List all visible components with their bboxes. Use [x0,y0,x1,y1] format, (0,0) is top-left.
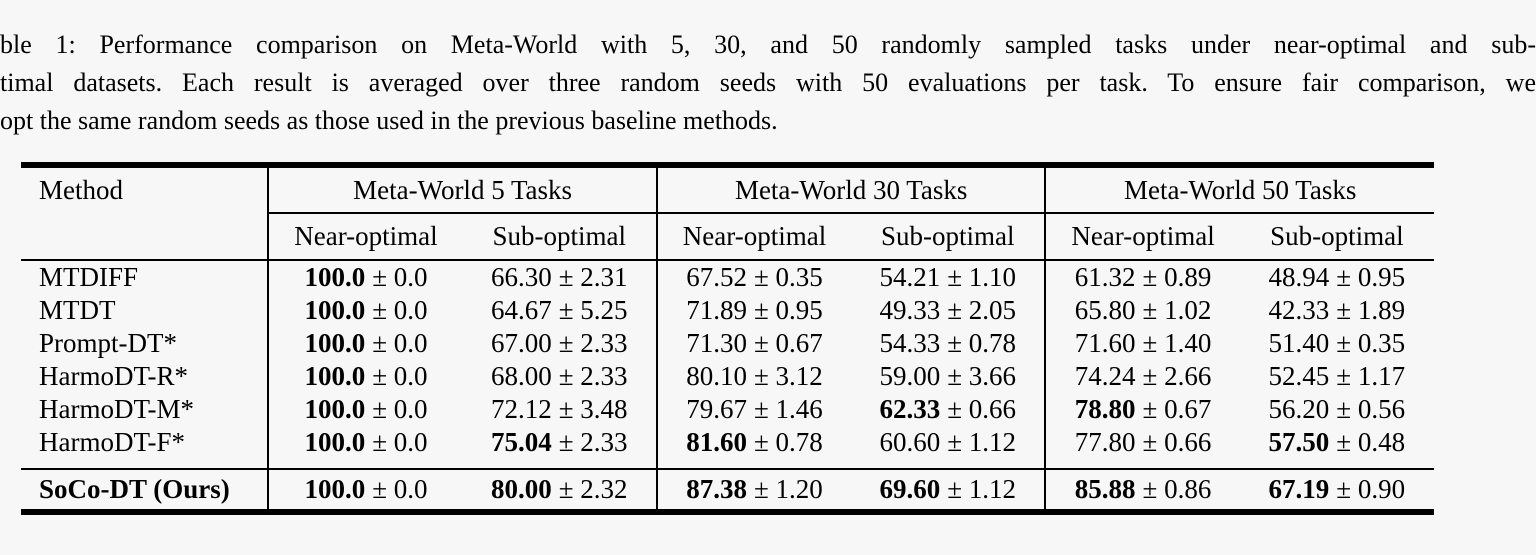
std-value: ± 2.31 [558,262,628,292]
result-cell [463,294,657,327]
mean-value: 85.88 [1074,474,1136,504]
mean-value: 80.10 [686,361,747,391]
result-cell [1045,327,1239,360]
std-value: ± 0.67 [753,328,823,358]
std-value: ± 1.40 [1142,328,1212,358]
caption-line-1: ble 1: Performance comparison on Meta-World with 5, 30, and 50 randomly sampled tasks under near-optimal and sub- [0,30,1536,59]
mean-value: 81.60 [686,427,747,457]
std-value: ± 2.66 [1142,361,1212,391]
std-value: ± 0.35 [753,262,823,292]
mean-value: 71.30 [686,328,747,358]
mean-value: 64.67 [490,295,552,325]
mean-value: 80.00 [490,474,552,504]
mean-value: 60.60 [879,427,941,457]
subheader-mw5-near: Near-optimal [268,213,462,260]
caption-line-2: timal datasets. Each result is averaged over three random seeds with 50 evaluations per task. To ensure fair comparison, we [0,68,1536,97]
result-cell [1045,426,1239,469]
mean-value: 75.04 [490,427,552,457]
result-cell [463,360,657,393]
std-value: ± 5.25 [558,295,628,325]
result-cell [851,360,1045,393]
table-row [21,426,1434,469]
std-value: ± 1.89 [1336,295,1406,325]
std-value: ± 0.0 [372,262,428,292]
table-row [21,260,1434,294]
mean-value: 100.0 [304,427,366,457]
result-cell [657,260,851,294]
mean-value: 74.24 [1074,361,1136,391]
std-value: ± 0.78 [753,427,823,457]
mean-value: 61.32 [1074,262,1136,292]
std-value: ± 2.32 [558,474,628,504]
mean-value: 66.30 [490,262,552,292]
std-value: ± 3.66 [947,361,1017,391]
subheader-mw30-sub: Sub-optimal [851,213,1045,260]
result-cell [657,294,851,327]
results-table [21,162,1434,515]
table-body-ours [21,469,1434,512]
mean-value: 100.0 [304,474,366,504]
std-value: ± 3.12 [753,361,823,391]
mean-value: 77.80 [1074,427,1136,457]
std-value: ± 0.86 [1142,474,1212,504]
table-row [21,294,1434,327]
subheader-mw5-sub: Sub-optimal [463,213,657,260]
std-value: ± 0.0 [372,394,428,424]
std-value: ± 2.33 [558,328,628,358]
std-value: ± 1.12 [947,474,1017,504]
mean-value: 69.60 [879,474,941,504]
result-cell [268,426,462,469]
mean-value: 54.21 [879,262,941,292]
result-cell [268,393,462,426]
table-caption [0,26,1536,140]
mean-value: 51.40 [1268,328,1330,358]
std-value: ± 0.78 [947,328,1017,358]
group-header-mw50: Meta-World 50 Tasks [1045,165,1434,213]
mean-value: 71.60 [1074,328,1136,358]
std-value: ± 0.0 [372,361,428,391]
result-cell [1240,294,1434,327]
result-cell [1240,469,1434,512]
result-cell [1045,260,1239,294]
result-cell [657,360,851,393]
std-value: ± 1.20 [753,474,823,504]
std-value: ± 0.56 [1336,394,1406,424]
result-cell [851,327,1045,360]
std-value: ± 0.0 [372,427,428,457]
table-header [21,165,1434,260]
result-cell [657,393,851,426]
result-cell [851,260,1045,294]
result-cell [851,294,1045,327]
std-value: ± 3.48 [558,394,628,424]
result-cell [1240,426,1434,469]
caption-line-3: opt the same random seeds as those used in the previous baseline methods. [0,106,778,135]
mean-value: 78.80 [1074,394,1136,424]
method-name: MTDIFF [39,262,139,292]
subheader-spacer [21,213,268,260]
mean-value: 65.80 [1074,295,1136,325]
table-body [21,260,1434,469]
result-cell [1045,393,1239,426]
mean-value: 59.00 [879,361,941,391]
method-name: MTDT [39,295,116,325]
std-value: ± 1.12 [947,427,1017,457]
subheader-mw30-near: Near-optimal [657,213,851,260]
mean-value: 57.50 [1268,427,1330,457]
result-cell [657,327,851,360]
std-value: ± 0.90 [1336,474,1406,504]
method-column-header: Method [39,175,123,205]
mean-value: 48.94 [1268,262,1330,292]
std-value: ± 2.05 [947,295,1017,325]
std-value: ± 1.17 [1336,361,1406,391]
result-cell [1045,294,1239,327]
table-row [21,327,1434,360]
std-value: ± 0.66 [947,394,1017,424]
subheader-mw50-sub: Sub-optimal [1240,213,1434,260]
result-cell [463,426,657,469]
result-cell [268,294,462,327]
result-cell [268,360,462,393]
std-value: ± 0.66 [1142,427,1212,457]
method-name: HarmoDT-M* [39,394,194,424]
result-cell [657,469,851,512]
std-value: ± 1.10 [947,262,1017,292]
mean-value: 54.33 [879,328,941,358]
result-cell [463,469,657,512]
mean-value: 71.89 [686,295,747,325]
result-cell [463,260,657,294]
result-cell [851,393,1045,426]
mean-value: 67.19 [1268,474,1330,504]
std-value: ± 0.0 [372,474,428,504]
mean-value: 100.0 [304,262,366,292]
mean-value: 72.12 [490,394,552,424]
mean-value: 68.00 [490,361,552,391]
table-row [21,469,1434,512]
mean-value: 87.38 [686,474,747,504]
std-value: ± 0.0 [372,328,428,358]
std-value: ± 0.0 [372,295,428,325]
std-value: ± 0.89 [1142,262,1212,292]
std-value: ± 1.46 [753,394,823,424]
mean-value: 56.20 [1268,394,1330,424]
result-cell [268,327,462,360]
result-cell [1240,327,1434,360]
table-row [21,360,1434,393]
std-value: ± 2.33 [558,361,628,391]
result-cell [1045,469,1239,512]
result-cell [463,393,657,426]
result-cell [268,260,462,294]
group-header-row [21,165,1434,213]
result-cell [851,469,1045,512]
result-cell [1045,360,1239,393]
mean-value: 100.0 [304,361,366,391]
mean-value: 49.33 [879,295,941,325]
result-cell [1240,360,1434,393]
std-value: ± 0.35 [1336,328,1406,358]
mean-value: 52.45 [1268,361,1330,391]
result-cell [268,469,462,512]
method-name: HarmoDT-R* [39,361,188,391]
std-value: ± 0.67 [1142,394,1212,424]
subheader-row [21,213,1434,260]
mean-value: 100.0 [304,295,366,325]
mean-value: 100.0 [304,328,366,358]
std-value: ± 0.95 [1336,262,1406,292]
result-cell [657,426,851,469]
mean-value: 67.00 [490,328,552,358]
mean-value: 79.67 [686,394,747,424]
result-cell [463,327,657,360]
mean-value: 42.33 [1268,295,1330,325]
mean-value: 62.33 [879,394,941,424]
std-value: ± 0.48 [1336,427,1406,457]
method-name: SoCo-DT (Ours) [21,469,268,512]
std-value: ± 0.95 [753,295,823,325]
method-name: Prompt-DT* [39,328,177,358]
group-header-mw5: Meta-World 5 Tasks [268,165,657,213]
method-name: HarmoDT-F* [39,427,185,457]
result-cell [1240,393,1434,426]
result-cell [851,426,1045,469]
mean-value: 100.0 [304,394,366,424]
subheader-mw50-near: Near-optimal [1045,213,1239,260]
mean-value: 67.52 [686,262,747,292]
result-cell [1240,260,1434,294]
group-header-mw30: Meta-World 30 Tasks [657,165,1046,213]
std-value: ± 2.33 [558,427,628,457]
table-row [21,393,1434,426]
std-value: ± 1.02 [1142,295,1212,325]
